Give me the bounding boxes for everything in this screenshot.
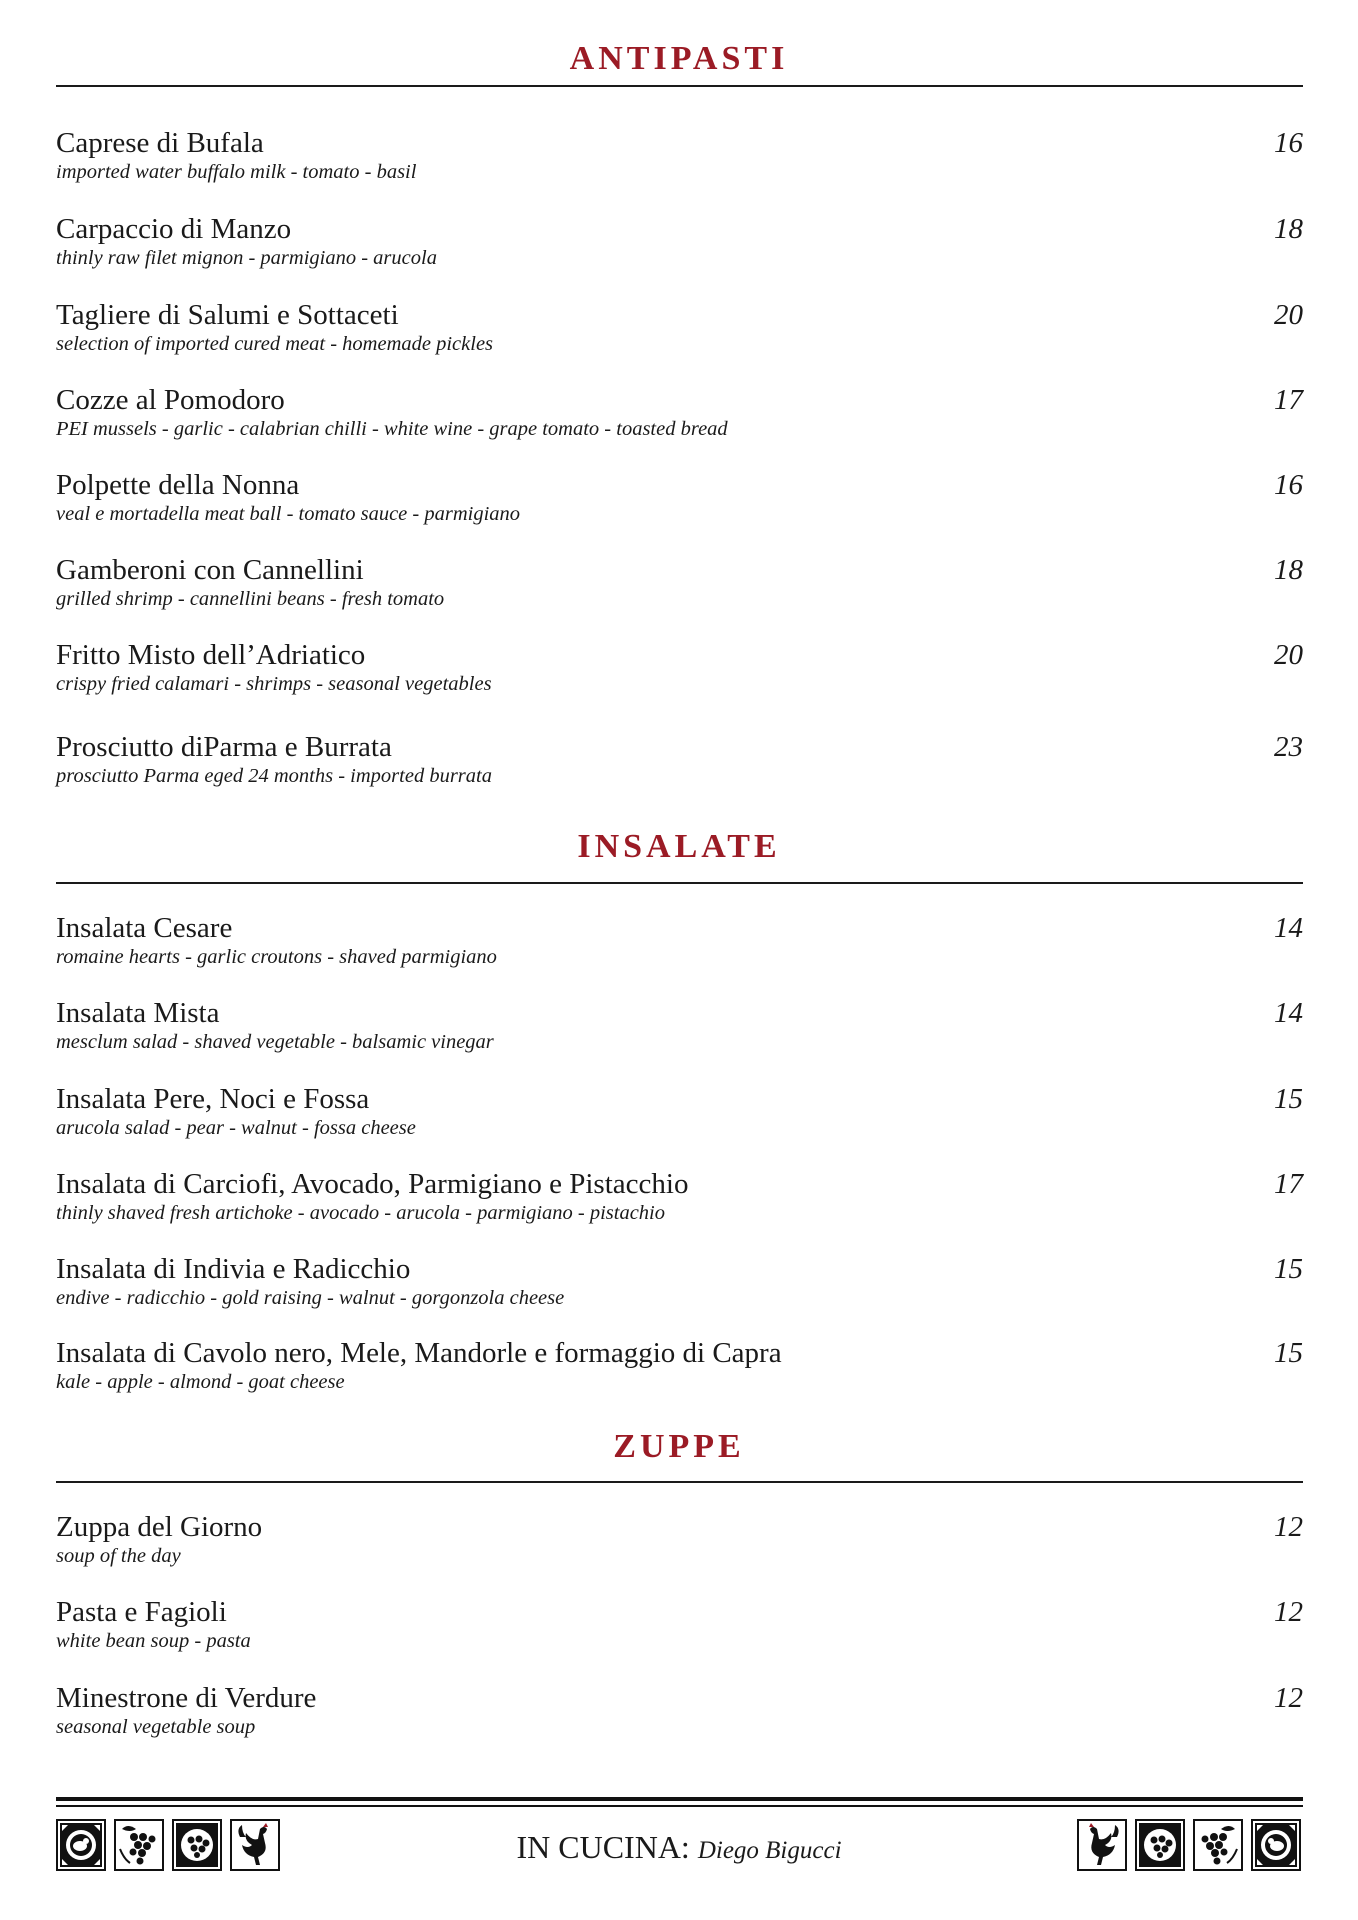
item-name: Insalata Pere, Noci e Fossa <box>56 1083 370 1115</box>
item-name: Prosciutto diParma e Burrata <box>56 731 392 763</box>
item-description: veal e mortadella meat ball - tomato sauce - parmigiano <box>56 503 521 525</box>
item-description: grilled shrimp - cannellini beans - fresh tomato <box>56 588 445 610</box>
item-description: romaine hearts - garlic croutons - shaved parmigiano <box>56 946 497 968</box>
item-name: Insalata Cesare <box>56 912 233 944</box>
item-description: selection of imported cured meat - homemade pickles <box>56 333 494 355</box>
item-price: 12 <box>1274 1596 1303 1628</box>
item-price: 18 <box>1274 213 1303 245</box>
item-description: soup of the day <box>56 1545 181 1567</box>
item-name: Insalata di Indivia e Radicchio <box>56 1253 411 1285</box>
item-name: Insalata di Carciofi, Avocado, Parmigiano e Pistacchio <box>56 1168 689 1200</box>
footer-label: IN CUCINA: <box>516 1829 690 1865</box>
section-divider <box>56 85 1303 87</box>
section-title-zuppe: ZUPPE <box>613 1428 745 1465</box>
item-name: Insalata di Cavolo nero, Mele, Mandorle e formaggio di Capra <box>56 1337 782 1369</box>
item-description: endive - radicchio - gold raising - walnut - gorgonzola cheese <box>56 1287 565 1309</box>
item-price: 16 <box>1274 469 1303 501</box>
item-description: seasonal vegetable soup <box>56 1716 256 1738</box>
footer-divider-thin <box>56 1805 1303 1807</box>
item-price: 17 <box>1274 1168 1303 1200</box>
item-description: white bean soup - pasta <box>56 1630 251 1652</box>
item-description: PEI mussels - garlic - calabrian chilli - white wine - grape tomato - toasted bread <box>56 418 728 440</box>
section-title-antipasti: ANTIPASTI <box>569 40 789 77</box>
item-price: 12 <box>1274 1682 1303 1714</box>
item-price: 18 <box>1274 554 1303 586</box>
item-name: Minestrone di Verdure <box>56 1682 317 1714</box>
item-description: thinly shaved fresh artichoke - avocado - arucola - parmigiano - pistachio <box>56 1202 666 1224</box>
item-name: Insalata Mista <box>56 997 220 1029</box>
chef-name: Diego Bigucci <box>697 1837 842 1864</box>
item-name: Pasta e Fagioli <box>56 1596 227 1628</box>
item-price: 15 <box>1274 1253 1303 1285</box>
item-name: Caprese di Bufala <box>56 127 264 159</box>
item-price: 17 <box>1274 384 1303 416</box>
item-price: 16 <box>1274 127 1303 159</box>
item-name: Carpaccio di Manzo <box>56 213 292 245</box>
item-name: Gamberoni con Cannellini <box>56 554 364 586</box>
item-price: 15 <box>1274 1337 1303 1369</box>
item-price: 14 <box>1274 912 1303 944</box>
item-price: 20 <box>1274 639 1303 671</box>
item-price: 23 <box>1274 731 1303 763</box>
footer-divider <box>56 1797 1303 1801</box>
item-description: imported water buffalo milk - tomato - basil <box>56 161 417 183</box>
item-price: 12 <box>1274 1511 1303 1543</box>
item-price: 15 <box>1274 1083 1303 1115</box>
item-description: prosciutto Parma eged 24 months - imported burrata <box>56 765 492 787</box>
section-title-insalate: INSALATE <box>577 828 781 865</box>
item-name: Fritto Misto dell’Adriatico <box>56 639 366 671</box>
grapes-tile-icon <box>1135 1819 1185 1871</box>
item-name: Polpette della Nonna <box>56 469 300 501</box>
rooster-tile-icon <box>1077 1819 1127 1871</box>
item-price: 14 <box>1274 997 1303 1029</box>
item-description: arucola salad - pear - walnut - fossa cheese <box>56 1117 416 1139</box>
item-description: thinly raw filet mignon - parmigiano - arucola <box>56 247 437 269</box>
grapes-tile-icon <box>1193 1819 1243 1871</box>
item-description: kale - apple - almond - goat cheese <box>56 1371 345 1393</box>
section-divider <box>56 882 1303 884</box>
section-divider <box>56 1481 1303 1483</box>
item-name: Tagliere di Salumi e Sottaceti <box>56 299 399 331</box>
item-description: crispy fried calamari - shrimps - seasonal vegetables <box>56 673 492 695</box>
bird-tile-icon <box>1251 1819 1301 1871</box>
item-price: 20 <box>1274 299 1303 331</box>
item-name: Cozze al Pomodoro <box>56 384 285 416</box>
item-description: mesclum salad - shaved vegetable - balsamic vinegar <box>56 1031 494 1053</box>
item-name: Zuppa del Giorno <box>56 1511 263 1543</box>
